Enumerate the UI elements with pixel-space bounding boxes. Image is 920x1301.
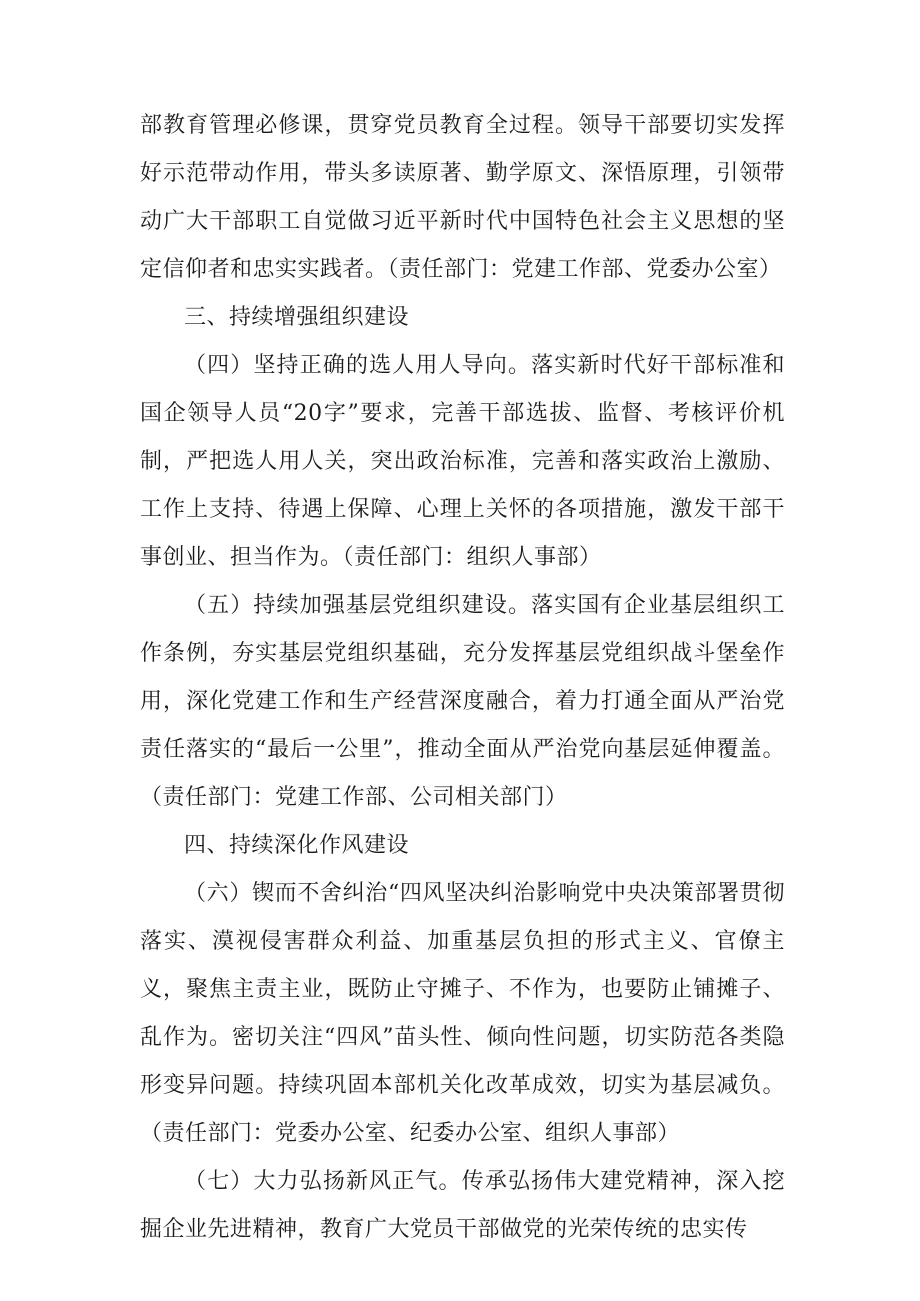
section-heading-3: 三、持续增强组织建设 bbox=[184, 305, 410, 330]
paragraph-item-7: （七）大力弘扬新风正气。传承弘扬伟大建党精神，深入挖掘企业先进精神，教育广大党员干部做党的光荣传统的忠实传 bbox=[140, 1169, 785, 1242]
paragraph-item-6: （六）锲而不舍纠治“四风坚决纠治影响党中央决策部署贯彻落实、漠视侵害群众利益、加重基层负担的形式主义、官僚主义，聚焦主责主业，既防止守摊子、不作为，也要防止铺摊子、乱作为。密切关注“四风”苗头性、倾向性问题，切实防范各类隐形变异问题。持续巩固本部机关化改革成效，切实为基层减负。（责任部门：党委办公室、纪委办公室、组织人事部） bbox=[140, 881, 785, 1146]
document-body bbox=[140, 102, 785, 1254]
section-heading-4: 四、持续深化作风建设 bbox=[184, 833, 410, 858]
paragraph-item-4: （四）坚持正确的选人用人导向。落实新时代好干部标准和国企领导人员“20字”要求，完善干部选拔、监督、考核评价机制，严把选人用人关，突出政治标准，完善和落实政治上激励、工作上支持、待遇上保障、心理上关怀的各项措施，激发干部干事创业、担当作为。（责任部门：组织人事部） bbox=[140, 353, 785, 570]
paragraph-continuation: 部教育管理必修课，贯穿党员教育全过程。领导干部要切实发挥好示范带动作用，带头多读原著、勤学原文、深悟原理，引领带动广大干部职工自觉做习近平新时代中国特色社会主义思想的坚定信仰者和忠实实践者。（责任部门：党建工作部、党委办公室） bbox=[140, 113, 785, 282]
paragraph-item-5: （五）持续加强基层党组织建设。落实国有企业基层组织工作条例，夯实基层党组织基础，充分发挥基层党组织战斗堡垒作用，深化党建工作和生产经营深度融合，着力打通全面从严治党责任落实的“最后一公里”，推动全面从严治党向基层延伸覆盖。（责任部门：党建工作部、公司相关部门） bbox=[140, 593, 785, 810]
